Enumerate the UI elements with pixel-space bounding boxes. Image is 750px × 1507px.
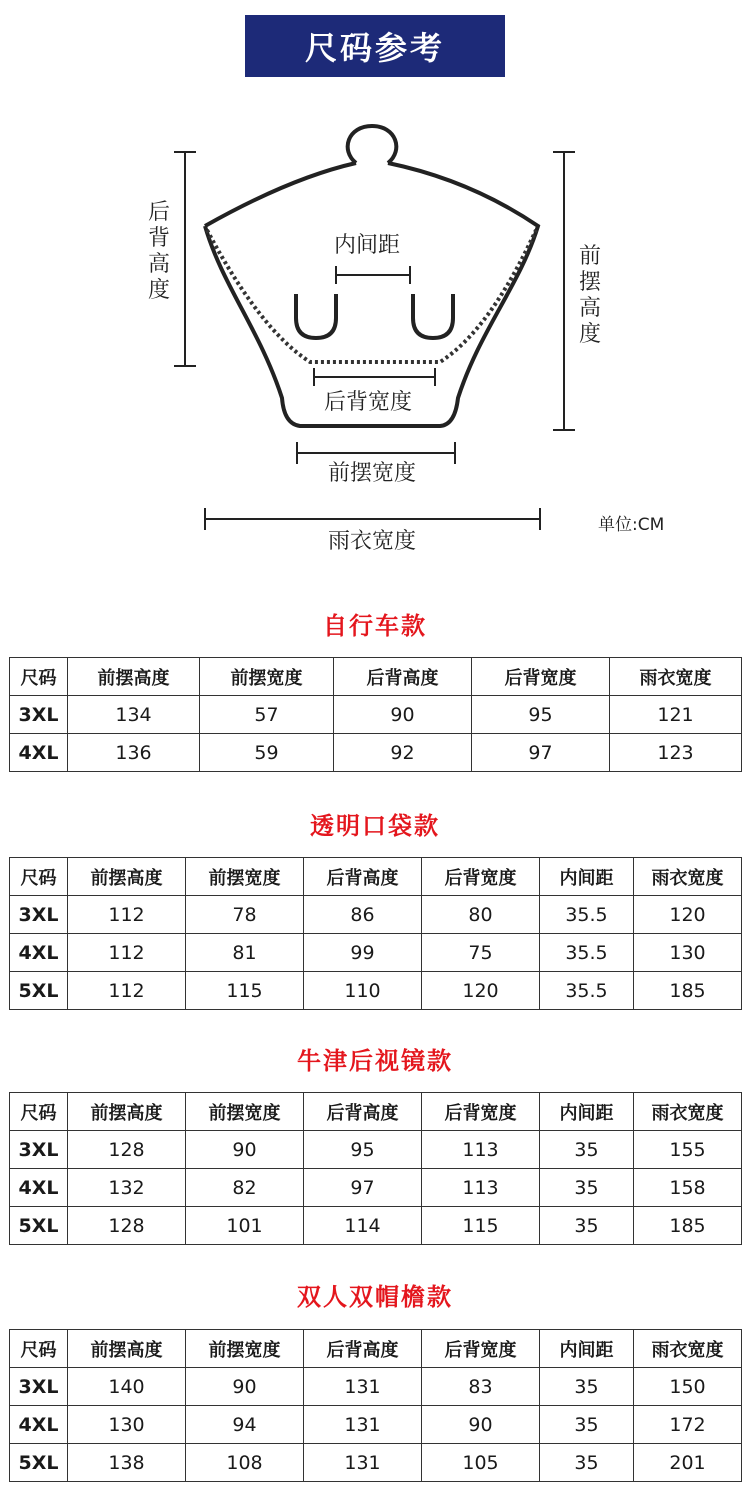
table-cell: 120 bbox=[422, 972, 540, 1010]
unit-label: 单位:CM bbox=[598, 515, 665, 535]
table-cell: 130 bbox=[634, 934, 742, 972]
table-row bbox=[10, 1368, 742, 1406]
header-cell: 前摆宽度 bbox=[200, 658, 334, 696]
raincoat-outline bbox=[205, 163, 538, 426]
header-cell: 后背宽度 bbox=[422, 1330, 540, 1368]
back-width-marker bbox=[314, 368, 435, 386]
table-cell: 78 bbox=[186, 896, 304, 934]
table-cell: 113 bbox=[422, 1131, 540, 1169]
table-cell: 90 bbox=[186, 1131, 304, 1169]
header-cell: 前摆宽度 bbox=[186, 1330, 304, 1368]
size-cell: 5XL bbox=[10, 1207, 68, 1245]
header-cell: 雨衣宽度 bbox=[610, 658, 742, 696]
table-cell: 112 bbox=[68, 934, 186, 972]
size-cell: 3XL bbox=[10, 1368, 68, 1406]
header-cell: 内间距 bbox=[540, 858, 634, 896]
table-header-row bbox=[10, 858, 742, 896]
header-cell: 后背高度 bbox=[304, 858, 422, 896]
table-cell: 130 bbox=[68, 1406, 186, 1444]
table-header-row bbox=[10, 1330, 742, 1368]
table-cell: 35 bbox=[540, 1406, 634, 1444]
size-cell: 4XL bbox=[10, 734, 68, 772]
section-title-double: 双人双帽檐款 bbox=[297, 1283, 453, 1311]
table-cell: 101 bbox=[186, 1207, 304, 1245]
size-cell: 4XL bbox=[10, 1169, 68, 1207]
header-cell: 后背宽度 bbox=[422, 858, 540, 896]
size-table-double bbox=[9, 1329, 742, 1482]
table-cell: 97 bbox=[472, 734, 610, 772]
table-header-row bbox=[10, 1093, 742, 1131]
front-width-label: 前摆宽度 bbox=[328, 461, 417, 486]
table-row bbox=[10, 1131, 742, 1169]
table-cell: 131 bbox=[304, 1444, 422, 1482]
table-cell: 114 bbox=[304, 1207, 422, 1245]
header-cell: 内间距 bbox=[540, 1093, 634, 1131]
table-cell: 99 bbox=[304, 934, 422, 972]
table-row bbox=[10, 896, 742, 934]
table-cell: 140 bbox=[68, 1368, 186, 1406]
table-cell: 35.5 bbox=[540, 972, 634, 1010]
table-cell: 158 bbox=[634, 1169, 742, 1207]
header-cell: 后背宽度 bbox=[472, 658, 610, 696]
table-row bbox=[10, 1406, 742, 1444]
header-cell: 前摆宽度 bbox=[186, 858, 304, 896]
table-cell: 75 bbox=[422, 934, 540, 972]
header-cell: 尺码 bbox=[10, 1330, 68, 1368]
table-cell: 138 bbox=[68, 1444, 186, 1482]
inner-distance-label: 内间距 bbox=[334, 233, 401, 258]
size-table-oxford bbox=[9, 1092, 742, 1245]
table-cell: 113 bbox=[422, 1169, 540, 1207]
page-title: 尺码参考 bbox=[245, 15, 505, 77]
table-cell: 94 bbox=[186, 1406, 304, 1444]
right-hand-loop bbox=[413, 294, 453, 338]
front-height-marker bbox=[553, 152, 575, 430]
table-cell: 185 bbox=[634, 972, 742, 1010]
table-cell: 35 bbox=[540, 1444, 634, 1482]
table-cell: 128 bbox=[68, 1131, 186, 1169]
table-row bbox=[10, 1169, 742, 1207]
table-row bbox=[10, 1444, 742, 1482]
hood-loop bbox=[348, 126, 397, 163]
back-width-label: 后背宽度 bbox=[324, 390, 413, 415]
table-cell: 115 bbox=[186, 972, 304, 1010]
table-cell: 132 bbox=[68, 1169, 186, 1207]
table-cell: 121 bbox=[610, 696, 742, 734]
table-cell: 120 bbox=[634, 896, 742, 934]
table-cell: 112 bbox=[68, 972, 186, 1010]
header-cell: 前摆高度 bbox=[68, 858, 186, 896]
section-title-pocket: 透明口袋款 bbox=[310, 812, 440, 840]
table-cell: 59 bbox=[200, 734, 334, 772]
header-cell: 后背高度 bbox=[304, 1093, 422, 1131]
table-row bbox=[10, 934, 742, 972]
front-height-label: 前摆高度 bbox=[578, 244, 601, 347]
section-title-oxford: 牛津后视镜款 bbox=[297, 1047, 453, 1075]
header-cell: 尺码 bbox=[10, 658, 68, 696]
table-cell: 35.5 bbox=[540, 896, 634, 934]
size-cell: 5XL bbox=[10, 972, 68, 1010]
header-cell: 尺码 bbox=[10, 858, 68, 896]
table-cell: 35 bbox=[540, 1169, 634, 1207]
table-cell: 105 bbox=[422, 1444, 540, 1482]
table-cell: 108 bbox=[186, 1444, 304, 1482]
table-cell: 131 bbox=[304, 1368, 422, 1406]
table-cell: 35 bbox=[540, 1131, 634, 1169]
table-cell: 90 bbox=[334, 696, 472, 734]
section-title-bicycle: 自行车款 bbox=[323, 612, 427, 640]
header-cell: 后背高度 bbox=[304, 1330, 422, 1368]
table-cell: 97 bbox=[304, 1169, 422, 1207]
size-cell: 3XL bbox=[10, 896, 68, 934]
table-cell: 86 bbox=[304, 896, 422, 934]
table-row bbox=[10, 1207, 742, 1245]
table-cell: 150 bbox=[634, 1368, 742, 1406]
header-cell: 雨衣宽度 bbox=[634, 1330, 742, 1368]
header-cell: 后背宽度 bbox=[422, 1093, 540, 1131]
header-cell: 后背高度 bbox=[334, 658, 472, 696]
table-row bbox=[10, 972, 742, 1010]
table-cell: 123 bbox=[610, 734, 742, 772]
table-cell: 95 bbox=[472, 696, 610, 734]
table-cell: 92 bbox=[334, 734, 472, 772]
table-cell: 90 bbox=[422, 1406, 540, 1444]
table-row bbox=[10, 734, 742, 772]
table-cell: 128 bbox=[68, 1207, 186, 1245]
table-cell: 172 bbox=[634, 1406, 742, 1444]
back-height-marker bbox=[174, 152, 196, 366]
coat-width-label: 雨衣宽度 bbox=[328, 529, 417, 554]
size-cell: 4XL bbox=[10, 1406, 68, 1444]
table-cell: 80 bbox=[422, 896, 540, 934]
table-cell: 57 bbox=[200, 696, 334, 734]
table-cell: 155 bbox=[634, 1131, 742, 1169]
table-cell: 95 bbox=[304, 1131, 422, 1169]
size-cell: 3XL bbox=[10, 1131, 68, 1169]
header-cell: 内间距 bbox=[540, 1330, 634, 1368]
table-cell: 35.5 bbox=[540, 934, 634, 972]
size-table-pocket bbox=[9, 857, 742, 1010]
table-cell: 110 bbox=[304, 972, 422, 1010]
table-cell: 35 bbox=[540, 1368, 634, 1406]
header-cell: 前摆高度 bbox=[68, 658, 200, 696]
table-cell: 115 bbox=[422, 1207, 540, 1245]
table-cell: 112 bbox=[68, 896, 186, 934]
table-cell: 136 bbox=[68, 734, 200, 772]
size-table-bicycle bbox=[9, 657, 742, 772]
size-cell: 3XL bbox=[10, 696, 68, 734]
header-cell: 雨衣宽度 bbox=[634, 858, 742, 896]
size-cell: 5XL bbox=[10, 1444, 68, 1482]
header-cell: 前摆宽度 bbox=[186, 1093, 304, 1131]
header-cell: 尺码 bbox=[10, 1093, 68, 1131]
table-cell: 185 bbox=[634, 1207, 742, 1245]
coat-width-marker bbox=[205, 508, 540, 530]
table-row bbox=[10, 696, 742, 734]
table-cell: 35 bbox=[540, 1207, 634, 1245]
table-cell: 201 bbox=[634, 1444, 742, 1482]
back-height-label: 后背高度 bbox=[147, 200, 170, 303]
header-cell: 雨衣宽度 bbox=[634, 1093, 742, 1131]
table-header-row bbox=[10, 658, 742, 696]
header-cell: 前摆高度 bbox=[68, 1093, 186, 1131]
table-cell: 90 bbox=[186, 1368, 304, 1406]
table-cell: 83 bbox=[422, 1368, 540, 1406]
left-hand-loop bbox=[296, 294, 336, 338]
table-cell: 82 bbox=[186, 1169, 304, 1207]
table-cell: 131 bbox=[304, 1406, 422, 1444]
inner-distance-marker bbox=[336, 266, 410, 284]
size-cell: 4XL bbox=[10, 934, 68, 972]
header-cell: 前摆高度 bbox=[68, 1330, 186, 1368]
table-cell: 134 bbox=[68, 696, 200, 734]
table-cell: 81 bbox=[186, 934, 304, 972]
